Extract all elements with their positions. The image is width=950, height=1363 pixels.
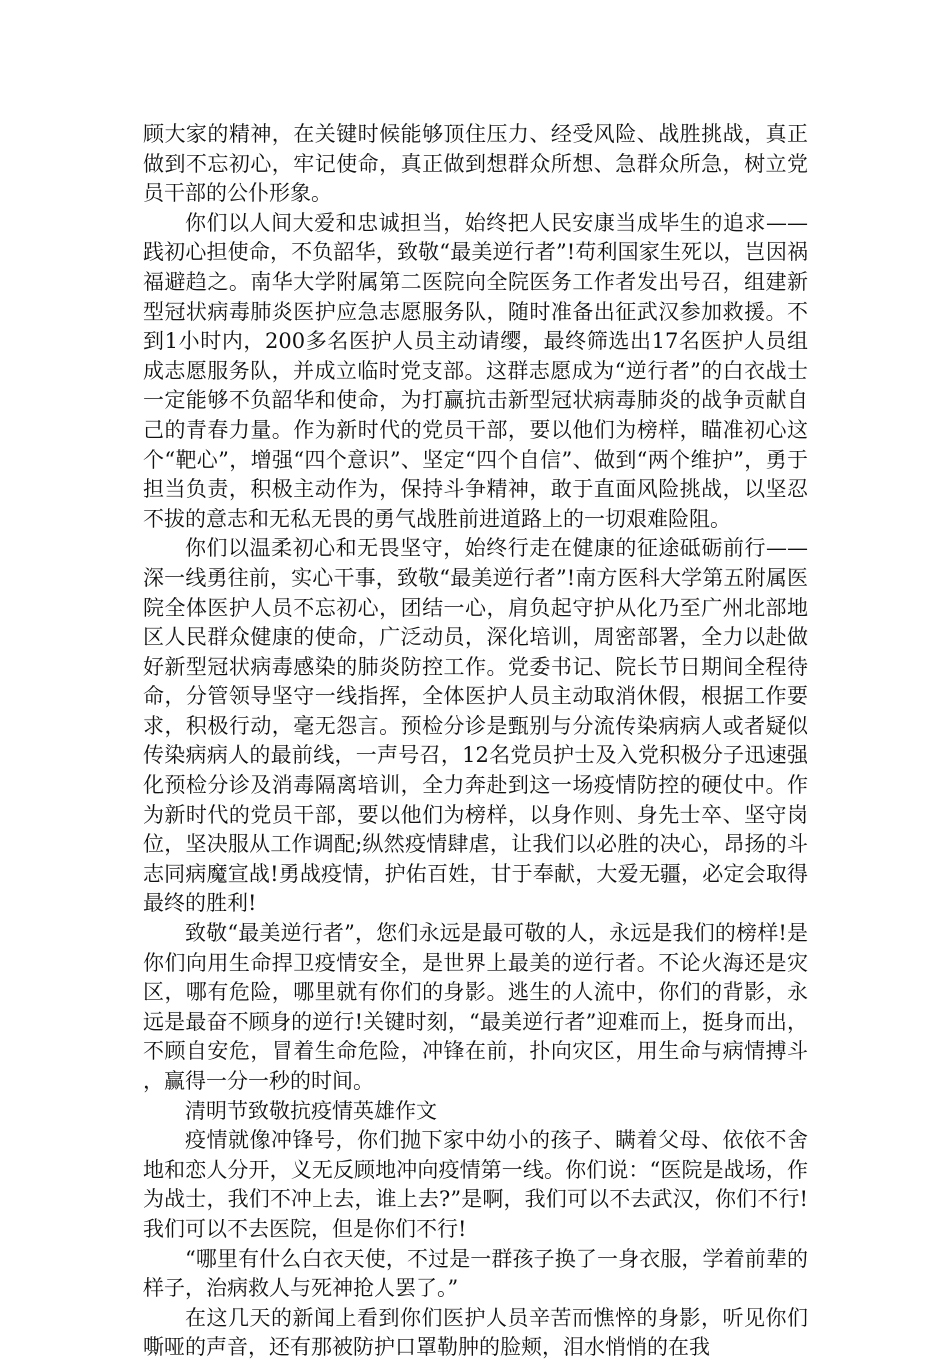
paragraph-bugle-call: 疫情就像冲锋号，你们抛下家中幼小的孩子、瞒着父母、依依不舍地和恋人分开，义无反顾地冲向疫情第一线。你们说：“医院是战场，作为战士，我们不冲上去，谁上去?”是啊，我们可以不去武汉，你们不行!我们可以不去医院，但是你们不行!: [143, 1128, 808, 1241]
document-body: [143, 120, 808, 1363]
paragraph-quote: “哪里有什么白衣天使，不过是一群孩子换了一身衣服，学着前辈的样子，治病救人与死神抢人罢了。”: [143, 1246, 808, 1301]
section-heading: 清明节致敬抗疫情英雄作文: [185, 1098, 437, 1123]
paragraph-salute-retrogrades: 致敬“最美逆行者”，您们永远是最可敬的人，永远是我们的榜样!是你们向用生命捍卫疫情安全，是世界上最美的逆行者。不论火海还是灾区，哪有危险，哪里就有你们的身影。逃生的人流中，你们的背影，永远是最奋不顾身的逆行!关键时刻，“最美逆行者”迎难而上，挺身而出，不顾自安危，冒着生命危险，冲锋在前，扑向灾区，用生命与病情搏斗，赢得一分一秒的时间。: [143, 921, 808, 1093]
paragraph-southern-medical: 你们以温柔初心和无畏坚守，始终行走在健康的征途砥砺前行——深一线勇往前，实心干事，致敬“最美逆行者”!南方医科大学第五附属医院全体医护人员不忘初心，团结一心，肩负起守护从化乃至广州北部地区人民群众健康的使命，广泛动员，深化培训，周密部署，全力以赴做好新型冠状病毒感染的肺炎防控工作。党委书记、院长节日期间全程待命，分管领导坚守一线指挥，全体医护人员主动取消休假，根据工作要求，积极行动，毫无怨言。预检分诊是甄别与分流传染病病人或者疑似传染病病人的最前线，一声号召，12名党员护士及入党积极分子迅速强化预检分诊及消毒隔离培训，全力奔赴到这一场疫情防控的硬仗中。作为新时代的党员干部，要以他们为榜样，以身作则、身先士卒、坚守岗位，坚决服从工作调配;纵然疫情肆虐，让我们以必胜的决心，昂扬的斗志同病魔宣战!勇战疫情，护佑百姓，甘于奉献，大爱无疆，必定会取得最终的胜利!: [143, 536, 808, 916]
paragraph-nanhua-hospital: 你们以人间大爱和忠诚担当，始终把人民安康当成毕生的追求——践初心担使命，不负韶华，致敬“最美逆行者”!苟利国家生死以，岂因祸福避趋之。南华大学附属第二医院向全院医务工作者发出号召，组建新型冠状病毒肺炎医护应急志愿服务队，随时准备出征武汉参加救援。不到1小时内，200多名医护人员主动请缨，最终筛选出17名医护人员组成志愿服务队，并成立临时党支部。这群志愿成为“逆行者”的白衣战士一定能够不负韶华和使命，为打赢抗击新型冠状病毒肺炎的战争贡献自己的青春力量。作为新时代的党员干部，要以他们为榜样，瞄准初心这个“靶心”，增强“四个意识”、坚定“四个自信”、做到“两个维护”，勇于担当负责，积极主动作为，保持斗争精神，敢于直面风险挑战，以坚忍不拔的意志和无私无畏的勇气战胜前进道路上的一切艰难险阻。: [143, 210, 808, 531]
paragraph-continuation: 顾大家的精神，在关键时候能够顶住压力、经受风险、战胜挑战，真正做到不忘初心，牢记使命，真正做到想群众所想、急群众所急，树立党员干部的公仆形象。: [143, 122, 808, 206]
paragraph-news: 在这几天的新闻上看到你们医护人员辛苦而憔悴的身影，听见你们嘶哑的声音，还有那被防护口罩勒肿的脸颊，泪水悄悄的在我: [143, 1305, 808, 1360]
